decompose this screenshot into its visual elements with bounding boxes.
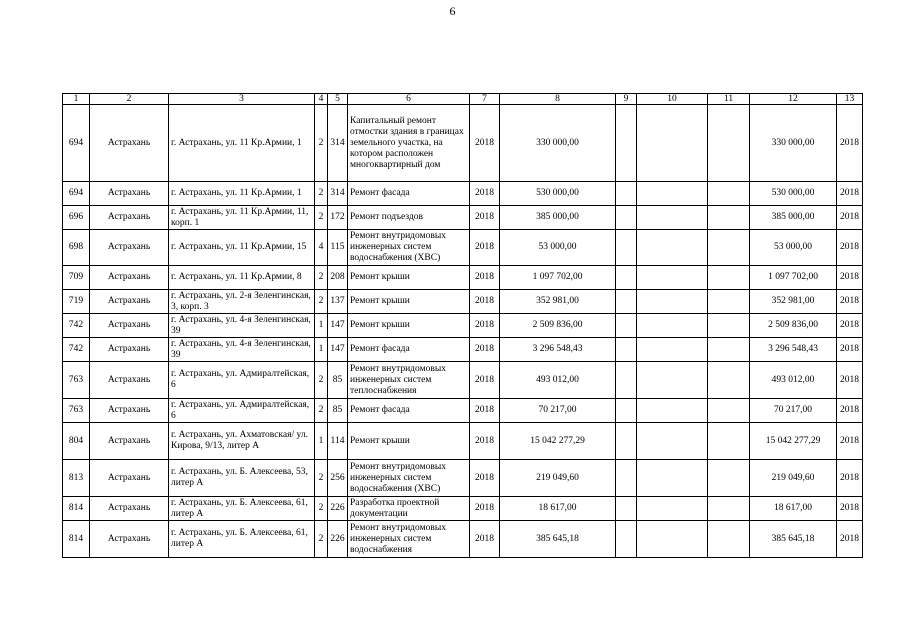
work-type-cell: Ремонт внутридомовых инженерных систем теплоснабжения xyxy=(348,362,470,399)
column-header: 11 xyxy=(708,94,750,105)
year-cell: 2018 xyxy=(470,362,500,399)
year-cell: 2018 xyxy=(470,521,500,558)
col5-cell: 172 xyxy=(328,206,348,230)
col4-cell: 2 xyxy=(315,497,328,521)
col9-cell xyxy=(616,399,637,423)
col5-cell: 85 xyxy=(328,399,348,423)
row-id-cell: 696 xyxy=(63,206,90,230)
end-year-cell: 2018 xyxy=(837,497,863,521)
col11-cell xyxy=(708,206,750,230)
address-cell: г. Астрахань, ул. Адмиралтейская, 6 xyxy=(169,362,315,399)
end-year-cell: 2018 xyxy=(837,423,863,460)
year-cell: 2018 xyxy=(470,105,500,182)
column-header: 6 xyxy=(348,94,470,105)
col11-cell xyxy=(708,338,750,362)
year-cell: 2018 xyxy=(470,423,500,460)
col11-cell xyxy=(708,230,750,266)
col9-cell xyxy=(616,105,637,182)
row-id-cell: 804 xyxy=(63,423,90,460)
total-cell: 53 000,00 xyxy=(750,230,837,266)
cost-cell: 3 296 548,43 xyxy=(500,338,616,362)
city-cell: Астрахань xyxy=(90,399,169,423)
col4-cell: 2 xyxy=(315,182,328,206)
row-id-cell: 813 xyxy=(63,460,90,497)
col5-cell: 226 xyxy=(328,497,348,521)
year-cell: 2018 xyxy=(470,290,500,314)
col11-cell xyxy=(708,105,750,182)
end-year-cell: 2018 xyxy=(837,105,863,182)
col4-cell: 1 xyxy=(315,423,328,460)
address-cell: г. Астрахань, ул. Ахматовская/ ул. Кирова, 9/13, литер А xyxy=(169,423,315,460)
col9-cell xyxy=(616,362,637,399)
page-number: 6 xyxy=(449,4,456,18)
table-row xyxy=(63,266,863,290)
work-type-cell: Ремонт крыши xyxy=(348,266,470,290)
col10-cell xyxy=(637,206,708,230)
column-header: 8 xyxy=(500,94,616,105)
row-id-cell: 694 xyxy=(63,105,90,182)
cost-cell: 1 097 702,00 xyxy=(500,266,616,290)
col5-cell: 208 xyxy=(328,266,348,290)
work-type-cell: Капитальный ремонт отмостки здания в границах земельного участка, на котором расположен многоквартирный дом xyxy=(348,105,470,182)
address-cell: г. Астрахань, ул. 11 Кр.Армии, 11, корп. 1 xyxy=(169,206,315,230)
col5-cell: 147 xyxy=(328,314,348,338)
address-cell: г. Астрахань, ул. 4-я Зеленгинская, 39 xyxy=(169,338,315,362)
col11-cell xyxy=(708,423,750,460)
table-row xyxy=(63,460,863,497)
work-type-cell: Ремонт крыши xyxy=(348,314,470,338)
table-body xyxy=(63,105,863,558)
work-type-cell: Разработка проектной документации xyxy=(348,497,470,521)
work-type-cell: Ремонт подъездов xyxy=(348,206,470,230)
row-id-cell: 709 xyxy=(63,266,90,290)
col10-cell xyxy=(637,362,708,399)
col11-cell xyxy=(708,362,750,399)
cost-cell: 2 509 836,00 xyxy=(500,314,616,338)
col5-cell: 226 xyxy=(328,521,348,558)
total-cell: 3 296 548,43 xyxy=(750,338,837,362)
col11-cell xyxy=(708,314,750,338)
col9-cell xyxy=(616,290,637,314)
total-cell: 219 049,60 xyxy=(750,460,837,497)
address-cell: г. Астрахань, ул. 11 Кр.Армии, 1 xyxy=(169,182,315,206)
end-year-cell: 2018 xyxy=(837,362,863,399)
col9-cell xyxy=(616,230,637,266)
col5-cell: 256 xyxy=(328,460,348,497)
row-id-cell: 763 xyxy=(63,399,90,423)
year-cell: 2018 xyxy=(470,230,500,266)
end-year-cell: 2018 xyxy=(837,460,863,497)
city-cell: Астрахань xyxy=(90,105,169,182)
column-header: 13 xyxy=(837,94,863,105)
table-row xyxy=(63,230,863,266)
end-year-cell: 2018 xyxy=(837,206,863,230)
table-row xyxy=(63,206,863,230)
year-cell: 2018 xyxy=(470,399,500,423)
year-cell: 2018 xyxy=(470,497,500,521)
cost-cell: 352 981,00 xyxy=(500,290,616,314)
address-cell: г. Астрахань, ул. 11 Кр.Армии, 15 xyxy=(169,230,315,266)
col9-cell xyxy=(616,497,637,521)
table-row xyxy=(63,290,863,314)
end-year-cell: 2018 xyxy=(837,182,863,206)
total-cell: 330 000,00 xyxy=(750,105,837,182)
col11-cell xyxy=(708,290,750,314)
city-cell: Астрахань xyxy=(90,521,169,558)
cost-cell: 530 000,00 xyxy=(500,182,616,206)
col10-cell xyxy=(637,230,708,266)
year-cell: 2018 xyxy=(470,338,500,362)
address-cell: г. Астрахань, ул. Б. Алексеева, 61, литер А xyxy=(169,497,315,521)
col9-cell xyxy=(616,338,637,362)
col5-cell: 137 xyxy=(328,290,348,314)
column-header: 2 xyxy=(90,94,169,105)
column-header: 4 xyxy=(315,94,328,105)
row-id-cell: 742 xyxy=(63,338,90,362)
end-year-cell: 2018 xyxy=(837,314,863,338)
city-cell: Астрахань xyxy=(90,314,169,338)
total-cell: 15 042 277,29 xyxy=(750,423,837,460)
col9-cell xyxy=(616,460,637,497)
row-id-cell: 698 xyxy=(63,230,90,266)
table-row xyxy=(63,399,863,423)
city-cell: Астрахань xyxy=(90,362,169,399)
address-cell: г. Астрахань, ул. 2-я Зеленгинская, 3, корп. 3 xyxy=(169,290,315,314)
col4-cell: 2 xyxy=(315,362,328,399)
register-table xyxy=(62,93,863,558)
work-type-cell: Ремонт фасада xyxy=(348,399,470,423)
total-cell: 530 000,00 xyxy=(750,182,837,206)
col11-cell xyxy=(708,460,750,497)
col4-cell: 2 xyxy=(315,290,328,314)
work-type-cell: Ремонт фасада xyxy=(348,338,470,362)
column-header: 1 xyxy=(63,94,90,105)
total-cell: 385 645,18 xyxy=(750,521,837,558)
col10-cell xyxy=(637,423,708,460)
cost-cell: 330 000,00 xyxy=(500,105,616,182)
col10-cell xyxy=(637,182,708,206)
column-header: 3 xyxy=(169,94,315,105)
cost-cell: 70 217,00 xyxy=(500,399,616,423)
city-cell: Астрахань xyxy=(90,497,169,521)
header-row xyxy=(63,94,863,105)
col9-cell xyxy=(616,182,637,206)
end-year-cell: 2018 xyxy=(837,521,863,558)
row-id-cell: 719 xyxy=(63,290,90,314)
col11-cell xyxy=(708,521,750,558)
end-year-cell: 2018 xyxy=(837,266,863,290)
work-type-cell: Ремонт фасада xyxy=(348,182,470,206)
col5-cell: 115 xyxy=(328,230,348,266)
col11-cell xyxy=(708,266,750,290)
column-header: 5 xyxy=(328,94,348,105)
address-cell: г. Астрахань, ул. Б. Алексеева, 61, литер А xyxy=(169,521,315,558)
row-id-cell: 814 xyxy=(63,521,90,558)
year-cell: 2018 xyxy=(470,266,500,290)
col10-cell xyxy=(637,399,708,423)
col10-cell xyxy=(637,521,708,558)
col5-cell: 85 xyxy=(328,362,348,399)
col11-cell xyxy=(708,399,750,423)
table-row xyxy=(63,423,863,460)
table-row xyxy=(63,182,863,206)
column-header: 12 xyxy=(750,94,837,105)
col10-cell xyxy=(637,460,708,497)
col4-cell: 2 xyxy=(315,206,328,230)
end-year-cell: 2018 xyxy=(837,230,863,266)
col5-cell: 314 xyxy=(328,182,348,206)
col4-cell: 4 xyxy=(315,230,328,266)
col4-cell: 2 xyxy=(315,105,328,182)
total-cell: 1 097 702,00 xyxy=(750,266,837,290)
table-row xyxy=(63,521,863,558)
total-cell: 493 012,00 xyxy=(750,362,837,399)
column-header: 10 xyxy=(637,94,708,105)
row-id-cell: 742 xyxy=(63,314,90,338)
cost-cell: 15 042 277,29 xyxy=(500,423,616,460)
table-row xyxy=(63,497,863,521)
city-cell: Астрахань xyxy=(90,206,169,230)
cost-cell: 219 049,60 xyxy=(500,460,616,497)
col11-cell xyxy=(708,182,750,206)
total-cell: 385 000,00 xyxy=(750,206,837,230)
col11-cell xyxy=(708,497,750,521)
year-cell: 2018 xyxy=(470,206,500,230)
col4-cell: 2 xyxy=(315,266,328,290)
col10-cell xyxy=(637,497,708,521)
col9-cell xyxy=(616,206,637,230)
col9-cell xyxy=(616,314,637,338)
col10-cell xyxy=(637,314,708,338)
col4-cell: 2 xyxy=(315,399,328,423)
city-cell: Астрахань xyxy=(90,460,169,497)
cost-cell: 18 617,00 xyxy=(500,497,616,521)
end-year-cell: 2018 xyxy=(837,399,863,423)
work-type-cell: Ремонт внутридомовых инженерных систем водоснабжения (ХВС) xyxy=(348,230,470,266)
address-cell: г. Астрахань, ул. Адмиралтейская, 6 xyxy=(169,399,315,423)
city-cell: Астрахань xyxy=(90,230,169,266)
end-year-cell: 2018 xyxy=(837,290,863,314)
year-cell: 2018 xyxy=(470,314,500,338)
total-cell: 18 617,00 xyxy=(750,497,837,521)
total-cell: 2 509 836,00 xyxy=(750,314,837,338)
col5-cell: 147 xyxy=(328,338,348,362)
city-cell: Астрахань xyxy=(90,338,169,362)
city-cell: Астрахань xyxy=(90,266,169,290)
address-cell: г. Астрахань, ул. 11 Кр.Армии, 1 xyxy=(169,105,315,182)
total-cell: 70 217,00 xyxy=(750,399,837,423)
col9-cell xyxy=(616,423,637,460)
row-id-cell: 694 xyxy=(63,182,90,206)
work-type-cell: Ремонт внутридомовых инженерных систем водоснабжения (ХВС) xyxy=(348,460,470,497)
table-row xyxy=(63,362,863,399)
col5-cell: 314 xyxy=(328,105,348,182)
city-cell: Астрахань xyxy=(90,290,169,314)
col10-cell xyxy=(637,290,708,314)
work-type-cell: Ремонт крыши xyxy=(348,290,470,314)
col9-cell xyxy=(616,521,637,558)
col4-cell: 1 xyxy=(315,314,328,338)
address-cell: г. Астрахань, ул. 11 Кр.Армии, 8 xyxy=(169,266,315,290)
row-id-cell: 763 xyxy=(63,362,90,399)
cost-cell: 53 000,00 xyxy=(500,230,616,266)
col10-cell xyxy=(637,338,708,362)
address-cell: г. Астрахань, ул. Б. Алексеева, 53, литер А xyxy=(169,460,315,497)
col5-cell: 114 xyxy=(328,423,348,460)
year-cell: 2018 xyxy=(470,460,500,497)
city-cell: Астрахань xyxy=(90,423,169,460)
col4-cell: 1 xyxy=(315,338,328,362)
cost-cell: 385 645,18 xyxy=(500,521,616,558)
table-row xyxy=(63,314,863,338)
work-type-cell: Ремонт внутридомовых инженерных систем водоснабжения xyxy=(348,521,470,558)
end-year-cell: 2018 xyxy=(837,338,863,362)
cost-cell: 385 000,00 xyxy=(500,206,616,230)
col9-cell xyxy=(616,266,637,290)
table-row xyxy=(63,105,863,182)
col4-cell: 2 xyxy=(315,521,328,558)
col10-cell xyxy=(637,105,708,182)
address-cell: г. Астрахань, ул. 4-я Зеленгинская, 39 xyxy=(169,314,315,338)
col4-cell: 2 xyxy=(315,460,328,497)
cost-cell: 493 012,00 xyxy=(500,362,616,399)
work-type-cell: Ремонт крыши xyxy=(348,423,470,460)
total-cell: 352 981,00 xyxy=(750,290,837,314)
col10-cell xyxy=(637,266,708,290)
city-cell: Астрахань xyxy=(90,182,169,206)
column-header: 7 xyxy=(470,94,500,105)
year-cell: 2018 xyxy=(470,182,500,206)
row-id-cell: 814 xyxy=(63,497,90,521)
table-row xyxy=(63,338,863,362)
column-header: 9 xyxy=(616,94,637,105)
